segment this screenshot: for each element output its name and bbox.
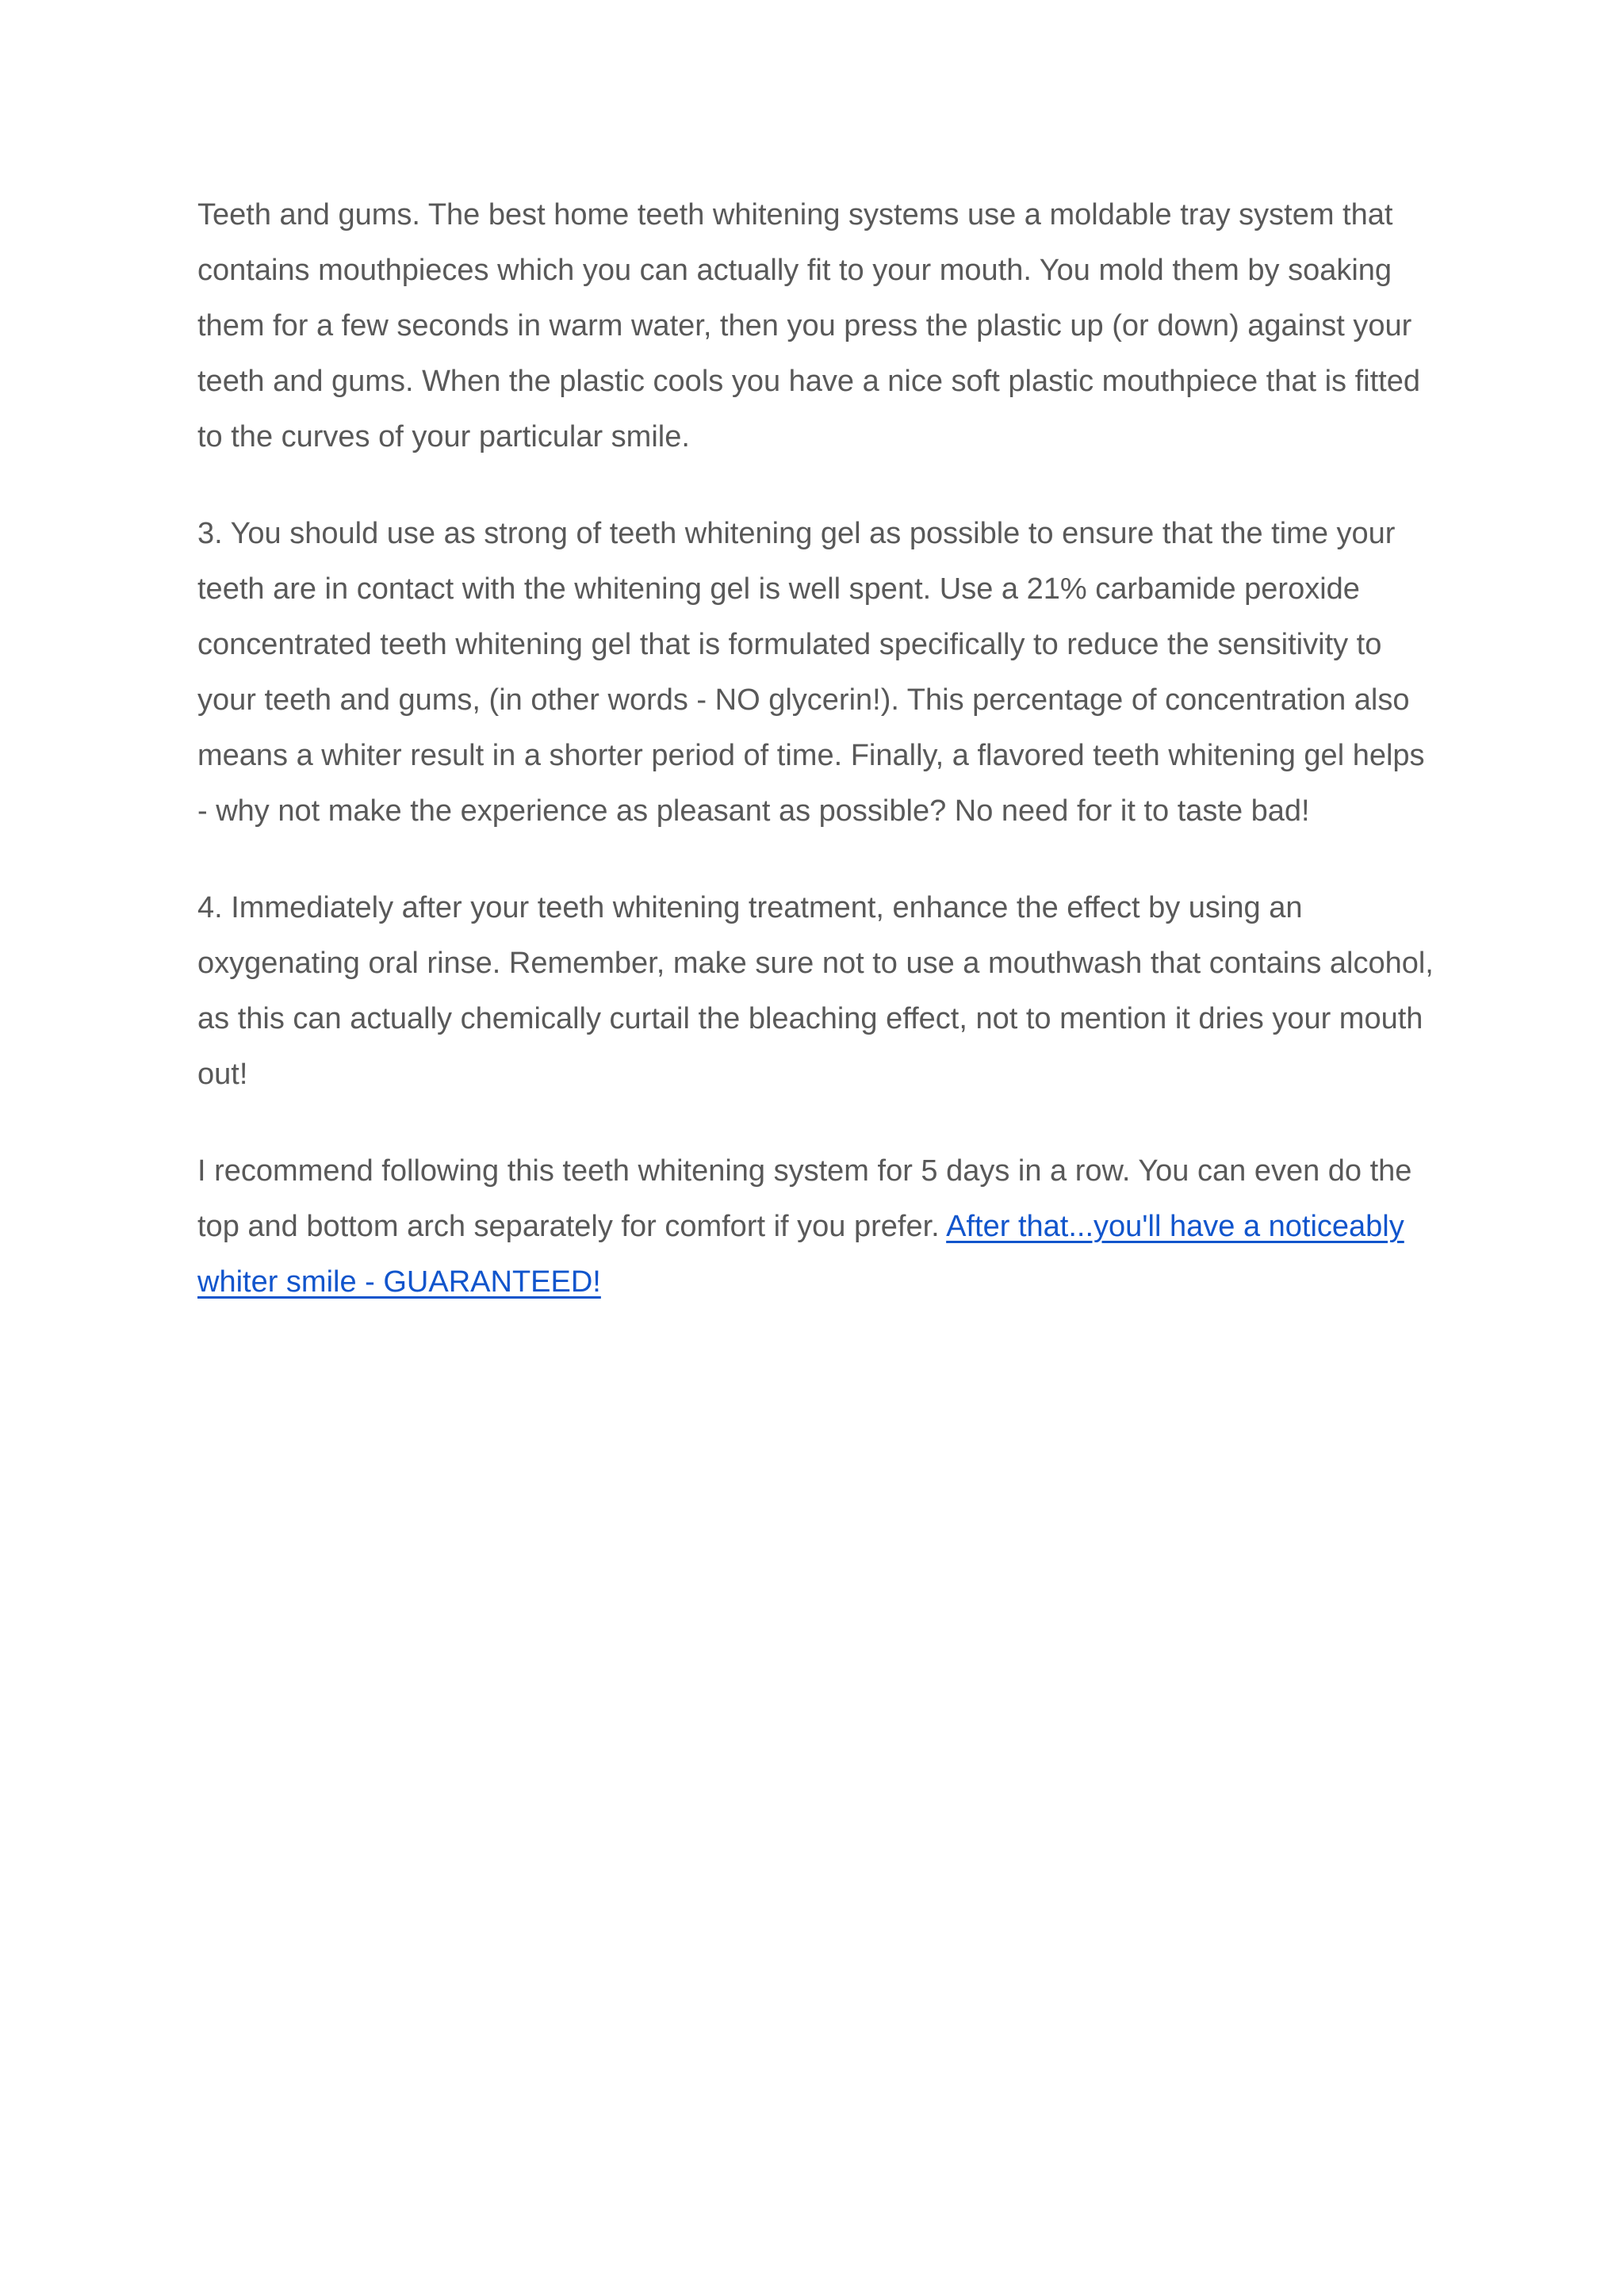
paragraph-teeth-and-gums: [197, 187, 1450, 465]
paragraph-text: I recommend following this teeth whitening system for 5 days in a row. You can even do the top and bottom arch separately for comfort if you prefer.: [197, 1154, 1412, 1243]
paragraph-recommendation: [197, 1143, 1434, 1310]
document-body: [197, 187, 1450, 1351]
paragraph-step-3: [197, 506, 1434, 839]
paragraph-text: Teeth and gums. The best home teeth whitening systems use a moldable tray system that contains mouthpieces which you can actually fit to your mouth. You mold them by soaking them for a few seconds in warm water, then you press the plastic up (or down) against your teeth and gums. When the plastic cools you have a nice soft plastic mouthpiece that is fitted to the curves of your particular smile.: [197, 198, 1420, 453]
paragraph-step-4: [197, 880, 1450, 1102]
guarantee-link[interactable]: After that...you'll have a noticeably whiter smile - GUARANTEED!: [197, 1210, 1404, 1299]
paragraph-text: 4. Immediately after your teeth whitening treatment, enhance the effect by using an oxygenating oral rinse. Remember, make sure not to use a mouthwash that contains alcohol, as this can actually chemically curtail the bleaching effect, not to mention it dries your mouth out!: [197, 891, 1434, 1091]
paragraph-text: 3. You should use as strong of teeth whitening gel as possible to ensure that the time your teeth are in contact with the whitening gel is well spent. Use a 21% carbamide peroxide concentrated teeth whitening gel that is formulated specifically to reduce the sensitivity to your teeth and gums, (in other words - NO glycerin!). This percentage of concentration also means a whiter result in a shorter period of time. Finally, a flavored teeth whitening gel helps - why not make the experience as pleasant as possible? No need for it to taste bad!: [197, 517, 1425, 828]
